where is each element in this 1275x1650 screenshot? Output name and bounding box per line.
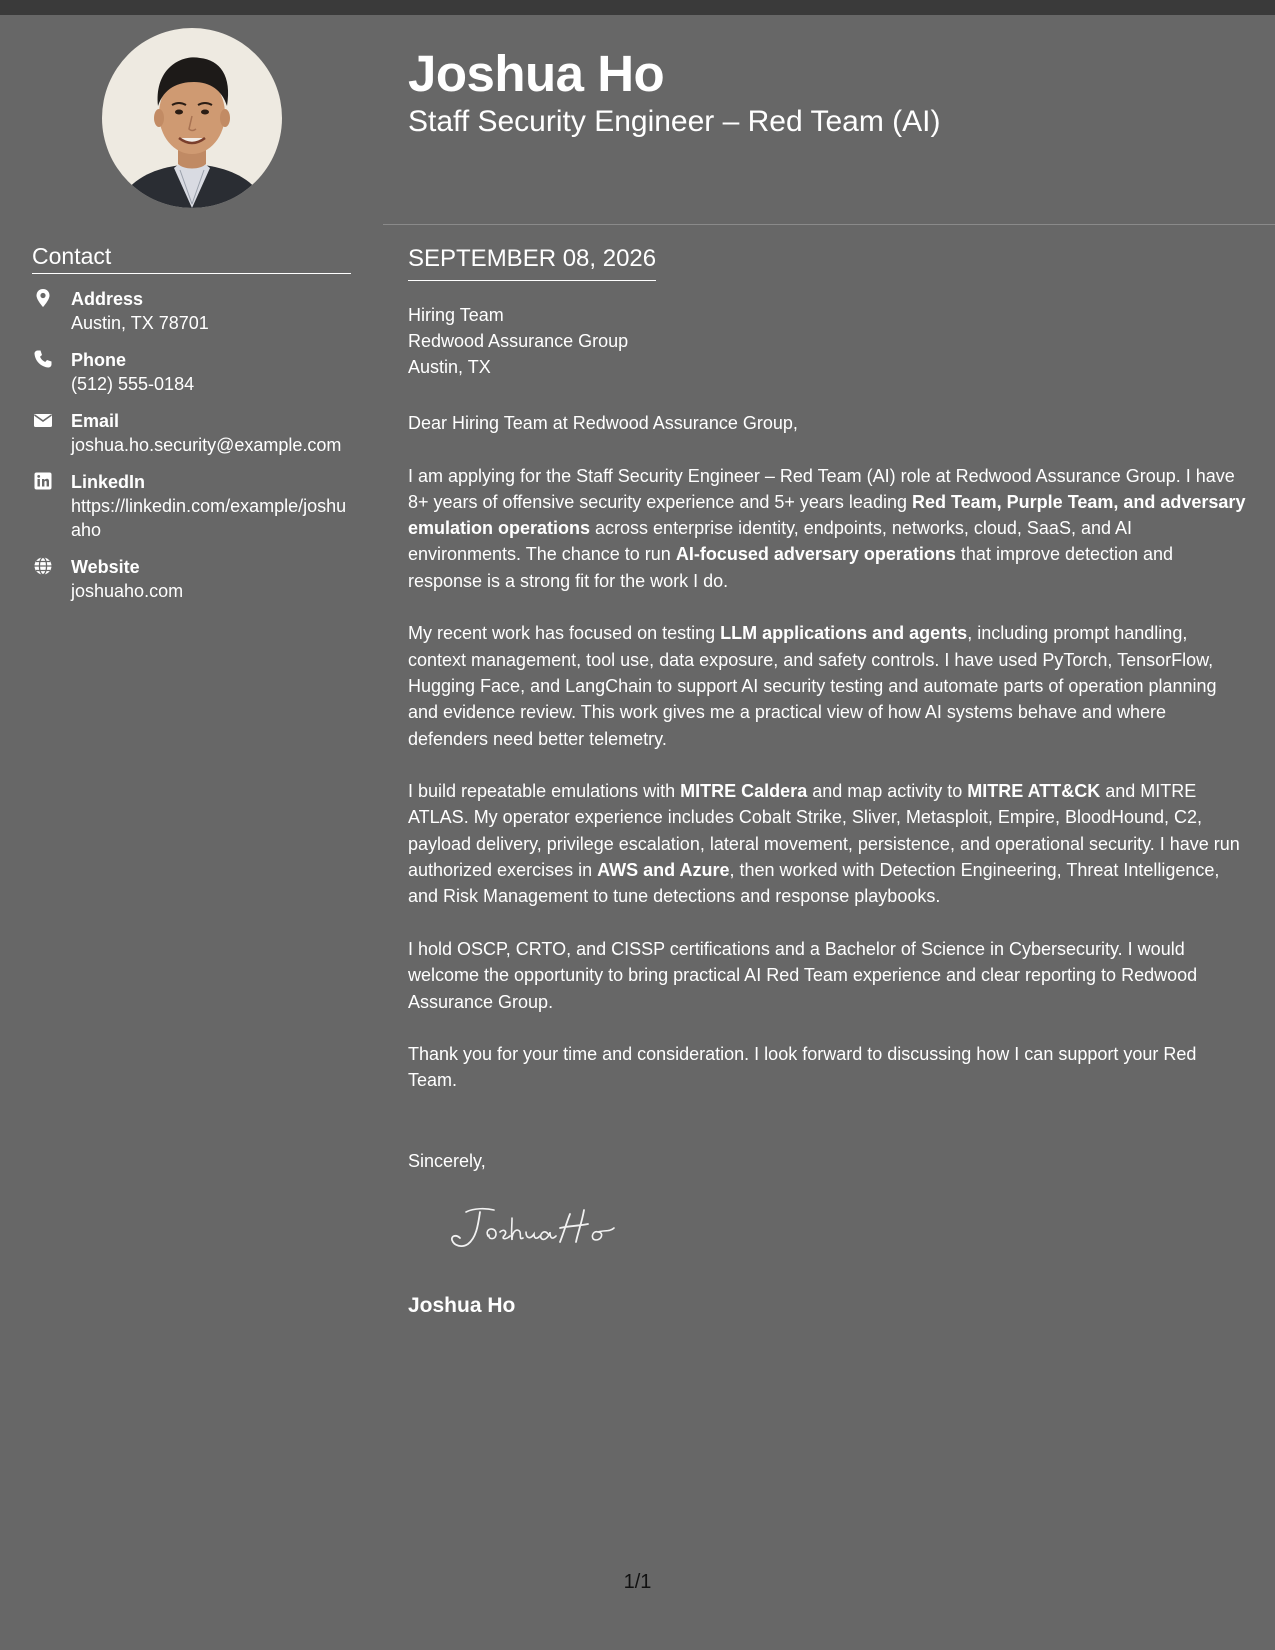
contact-heading: Contact [32,242,351,274]
emphasis-text: MITRE ATT&CK [967,781,1101,802]
job-title: Staff Security Engineer – Red Team (AI) [408,105,941,138]
top-bar [0,0,1275,15]
sidebar [0,15,383,1635]
globe-icon [33,556,53,576]
avatar-portrait-image [102,28,282,208]
address-value: Austin, TX 78701 [71,313,209,333]
emphasis-text: AWS and Azure [597,860,730,881]
letter-body [408,410,1248,1120]
website-value[interactable]: joshuaho.com [71,581,184,601]
email-value[interactable]: joshua.ho.security@example.com [71,435,342,455]
emphasis-text: MITRE Caldera [680,781,808,802]
linkedin-value[interactable]: https://linkedin.com/example/joshuaho [71,496,347,540]
contact-item-email [32,409,362,457]
contact-item-linkedin [32,470,362,542]
recipient-line: Austin, TX [408,357,491,377]
paragraph-text: , then worked with Detection Engineering, Threat Intelligence, and Risk Management to tune detections and response playbooks. [408,860,1220,907]
contact-label: Phone [71,350,127,370]
paragraph-text: , including prompt handling, context management, tool use, data exposure, and safety controls. I have used PyTorch, TensorFlow, Hugging Face, and LangChain to support AI security testing and automate parts of operation planning and evidence review. This work gives me a practical view of how AI systems behave and where defenders need better telemetry. [408,623,1217,749]
profile-photo [102,28,282,208]
applicant-name: Joshua Ho [408,45,665,102]
body-paragraph [408,620,1248,751]
contact-list [32,287,362,616]
contact-item-phone [32,348,362,396]
phone-value: (512) 555-0184 [71,374,195,394]
paragraph-text: Thank you for your time and consideration. I look forward to discussing how I can support your Red Team. [408,1044,1197,1091]
body-paragraph [408,1041,1248,1094]
paragraph-text: across enterprise identity, endpoints, networks, cloud, SaaS, and AI environments. The chance to run [408,518,1132,565]
signer-name: Joshua Ho [408,1294,516,1317]
emphasis-text: Red Team, Purple Team, and adversary emulation operations [408,491,1246,539]
paragraph-text: and MITRE ATLAS. My operator experience includes Cobalt Strike, Sliver, Metasploit, Empire, BloodHound, C2, payload delivery, privilege escalation, lateral movement, persistence, and operational security. I have run authorized exercises in [408,781,1240,881]
body-paragraph [408,778,1248,909]
paragraph-text: I am applying for the Staff Security Engineer – Red Team (AI) role at Redwood Assurance Group. I have 8+ years of offensive security experience and 5+ years leading [408,465,1235,512]
header-divider [383,224,1275,225]
paragraph-text: that improve detection and response is a strong fit for the work I do. [408,544,1174,591]
recipient-block [408,302,628,380]
phone-icon [33,349,53,369]
paragraph-text: I build repeatable emulations with [408,781,681,802]
handwritten-signature [448,1198,648,1258]
body-paragraph [408,463,1248,594]
closing: Sincerely, [408,1151,486,1171]
salutation: Dear Hiring Team at Redwood Assurance Group, [408,413,798,433]
map-pin-icon [33,288,53,308]
paragraph-text: I hold OSCP, CRTO, and CISSP certifications and a Bachelor of Science in Cybersecurity. I would welcome the opportunity to bring practical AI Red Team experience and clear reporting to Redwood Assurance Group. [408,938,1198,1012]
page-number: 1/1 [623,1571,652,1593]
letter-date: SEPTEMBER 08, 2026 [408,244,656,281]
contact-label: Website [71,557,140,577]
recipient-line: Hiring Team [408,305,504,325]
contact-label: Address [71,289,144,309]
emphasis-text: AI-focused adversary operations [675,544,956,565]
contact-item-website [32,555,362,603]
paragraph-text: and map activity to [807,781,968,802]
linkedin-icon [33,471,53,491]
contact-label: Email [71,411,120,431]
body-paragraph [408,936,1248,1015]
contact-item-address [32,287,362,335]
envelope-icon [33,410,53,430]
contact-label: LinkedIn [71,472,146,492]
recipient-line: Redwood Assurance Group [408,331,629,351]
emphasis-text: LLM applications and agents [720,623,968,644]
paragraph-text: My recent work has focused on testing [408,623,721,644]
